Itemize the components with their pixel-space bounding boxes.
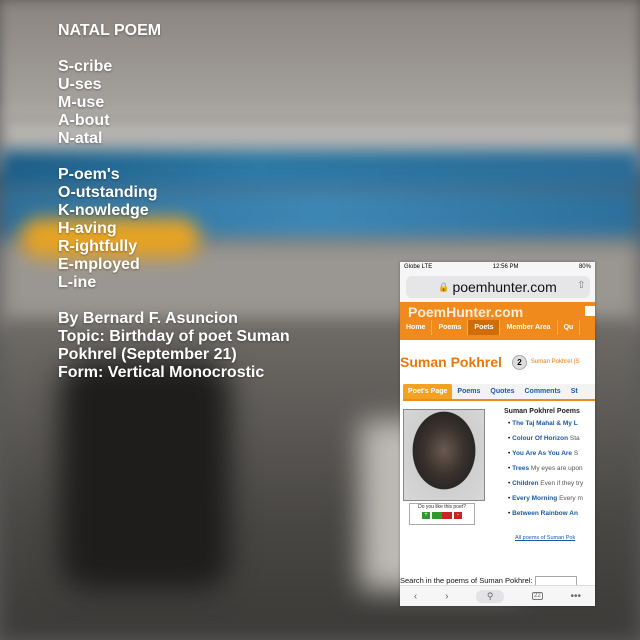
nav-member-area[interactable]: Member Area — [500, 320, 557, 335]
nav-poems[interactable]: Poems — [432, 320, 468, 335]
tab-quotes[interactable]: Quotes — [490, 388, 515, 395]
lock-icon: 🔒 — [438, 281, 450, 292]
list-item[interactable]: • Colour Of Horizon Sta — [508, 435, 580, 442]
list-item[interactable]: • Every Morning Every m — [508, 495, 583, 502]
forward-icon[interactable]: › — [445, 590, 449, 602]
share-icon[interactable]: ⇧ — [577, 280, 586, 291]
clock-label: 12:56 PM — [492, 264, 519, 270]
poem-line: E-mployed — [58, 256, 140, 273]
carrier-label: Globe LTE — [404, 264, 433, 270]
thumbs-up-icon[interactable]: + — [422, 512, 430, 519]
poet-photo — [403, 409, 485, 501]
poet-tabs — [403, 384, 595, 401]
poem-line: A-bout — [58, 112, 110, 129]
site-logo[interactable]: PoemHunter.com — [408, 304, 524, 320]
like-widget — [409, 503, 475, 525]
poem-text — [58, 22, 290, 382]
more-icon[interactable]: ••• — [570, 590, 582, 602]
back-icon[interactable]: ‹ — [413, 590, 418, 602]
like-ratio-bar — [432, 512, 452, 519]
poem-line: M-use — [58, 94, 105, 111]
poems-list — [504, 408, 595, 525]
poem-title: NATAL POEM — [58, 22, 162, 39]
tab-stats[interactable]: St — [570, 388, 578, 395]
battery-label: 80% — [578, 264, 591, 270]
site-nav — [400, 320, 580, 335]
tab-poets-page[interactable]: Poet's Page — [403, 384, 452, 399]
like-prompt: Do you like this poet? — [418, 504, 466, 510]
site-header — [400, 302, 595, 340]
tabs-count-button[interactable]: 22 — [534, 593, 541, 599]
poems-heading: Suman Pokhrel Poems — [504, 408, 580, 415]
poet-name: Suman Pokhrel — [400, 354, 502, 370]
poet-title-row — [400, 340, 595, 384]
poem-line: U-ses — [58, 76, 102, 93]
url-field[interactable] — [406, 276, 590, 298]
poet-name-small: Suman Pokhrel (S — [530, 359, 580, 365]
background-dark-blob — [60, 360, 230, 590]
nav-home[interactable]: Home — [400, 320, 432, 335]
phone-screenshot — [400, 262, 595, 606]
nav-poets[interactable]: Poets — [468, 320, 500, 335]
poem-line: S-cribe — [58, 58, 113, 75]
list-item[interactable]: • You Are As You Are S — [508, 450, 579, 457]
poem-line: L-ine — [58, 274, 97, 291]
all-poems-link[interactable]: All poems of Suman Pok — [515, 535, 576, 541]
list-item[interactable]: • Between Rainbow An — [508, 510, 578, 517]
poem-topic: Pokhrel (September 21) — [58, 346, 237, 363]
browser-toolbar — [400, 585, 595, 606]
tab-comments[interactable]: Comments — [524, 388, 561, 395]
poem-topic: Topic: Birthday of poet Suman — [58, 328, 290, 345]
poem-line: K-nowledge — [58, 202, 149, 219]
status-bar — [400, 262, 595, 272]
list-item[interactable]: • The Taj Mahal & My L — [508, 420, 578, 427]
site-search-input[interactable] — [585, 306, 595, 316]
nav-quotes[interactable]: Qu — [558, 320, 581, 335]
tab-poems[interactable]: Poems — [457, 388, 481, 395]
poem-byline: By Bernard F. Asuncion — [58, 310, 238, 327]
search-label: Search in the poems of Suman Pokhrel: — [400, 576, 533, 585]
search-icon[interactable]: ⚲ — [476, 590, 504, 603]
url-text: poemhunter.com — [452, 279, 557, 295]
poem-line: P-oem's — [58, 166, 120, 183]
poem-form: Form: Vertical Monocrostic — [58, 364, 265, 381]
poem-line: R-ightfully — [58, 238, 138, 255]
poet-content — [400, 401, 595, 551]
list-item[interactable]: • Children Even if they try — [508, 480, 584, 487]
poem-line: H-aving — [58, 220, 117, 237]
list-item[interactable]: • Trees My eyes are upon — [508, 465, 583, 472]
poem-line: O-utstanding — [58, 184, 158, 201]
poem-line: N-atal — [58, 130, 103, 147]
rank-badge: 2 — [512, 355, 527, 370]
thumbs-down-icon[interactable]: - — [454, 512, 462, 519]
browser-address-bar — [400, 272, 595, 302]
